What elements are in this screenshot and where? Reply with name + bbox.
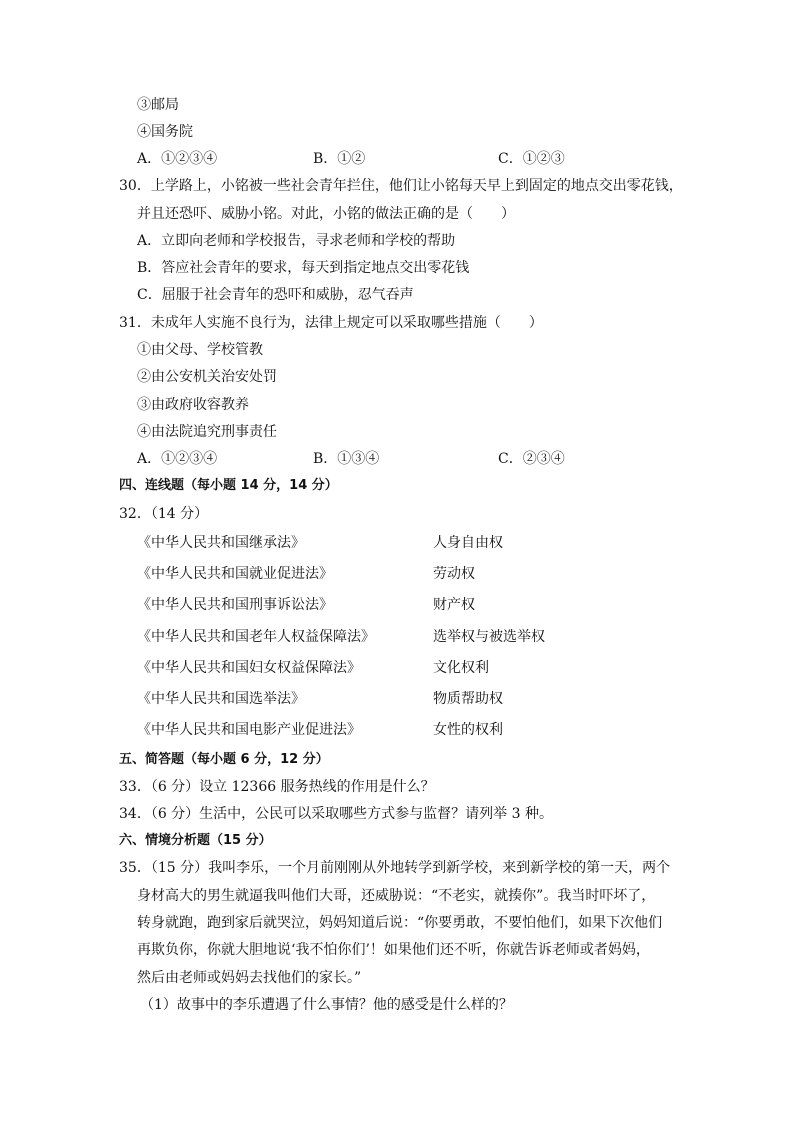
q35-line5: 然后由老师或妈妈去找他们的家长。”: [137, 970, 362, 986]
section-6-title: 六、情境分析题（15 分）: [119, 833, 272, 848]
q30-option-b: B．答应社会青年的要求，每天到指定地点交出零花钱: [137, 260, 470, 276]
q32-law-7: 《中华人民共和国电影产业促进法》: [137, 722, 361, 738]
q29-option-b: B．①②: [313, 151, 366, 167]
q32-stem: 32．（14 分）: [119, 506, 209, 522]
q32-law-2: 《中华人民共和国就业促进法》: [137, 566, 333, 582]
q32-right-5: 文化权利: [433, 660, 489, 676]
q32-right-2: 劳动权: [433, 566, 475, 582]
q32-right-1: 人身自由权: [433, 535, 503, 551]
q31-item-3: ③由政府收容教养: [137, 397, 249, 413]
q35-subquestion-1: （1）故事中的李乐遭遇了什么事情？他的感受是什么样的？: [140, 997, 513, 1013]
q32-right-7: 女性的权利: [433, 722, 503, 738]
q30-stem-line2: 并且还恐吓、威胁小铭。对此，小铭的做法正确的是（ ）: [137, 206, 515, 222]
q32-right-3: 财产权: [433, 597, 475, 613]
q31-item-2: ②由公安机关治安处罚: [137, 369, 277, 385]
q29-option-c: C．①②③: [498, 151, 565, 167]
q35-line4: 再欺负你，你就大胆地说‘我不怕你们’！如果他们还不听，你就告诉老师或者妈妈，: [137, 942, 650, 958]
q31-option-a: A．①②③④: [137, 451, 218, 467]
section-4-title: 四、连线题（每小题 14 分，14 分）: [119, 478, 338, 493]
q31-item-4: ④由法院追究刑事责任: [137, 424, 277, 440]
q35-line2: 身材高大的男生就逼我叫他们大哥，还威胁说：“不老实，就揍你”。我当时吓坏了，: [137, 888, 656, 904]
q29-item-3: ③邮局: [137, 97, 179, 113]
q32-law-6: 《中华人民共和国选举法》: [137, 691, 305, 707]
q32-right-6: 物质帮助权: [433, 691, 503, 707]
section-5-title: 五、简答题（每小题 6 分，12 分）: [119, 752, 329, 767]
q30-stem-line1: 30．上学路上，小铭被一些社会青年拦住，他们让小铭每天早上到固定的地点交出零花钱，: [119, 178, 683, 194]
q31-option-c: C．②③④: [498, 451, 565, 467]
q32-law-1: 《中华人民共和国继承法》: [137, 535, 305, 551]
q32-law-5: 《中华人民共和国妇女权益保障法》: [137, 660, 361, 676]
q35-line3: 转身就跑，跑到家后就哭泣，妈妈知道后说：“你要勇敢，不要怕他们，如果下次他们: [137, 915, 663, 931]
q32-law-4: 《中华人民共和国老年人权益保障法》: [137, 629, 375, 645]
q30-option-a: A．立即向老师和学校报告，寻求老师和学校的帮助: [137, 233, 456, 249]
q35-line1: 35．（15 分）我叫李乐，一个月前刚刚从外地转学到新学校，来到新学校的第一天，两个: [119, 860, 671, 876]
q29-option-a: A．①②③④: [137, 151, 218, 167]
q34-stem: 34．（6 分）生活中，公民可以采取哪些方式参与监督？请列举 3 种。: [119, 806, 553, 822]
q30-option-c: C．屈服于社会青年的恐吓和威胁，忍气吞声: [137, 287, 414, 303]
q31-stem: 31．未成年人实施不良行为，法律上规定可以采取哪些措施（ ）: [119, 315, 543, 331]
q29-item-4: ④国务院: [137, 124, 193, 140]
q32-law-3: 《中华人民共和国刑事诉讼法》: [137, 597, 333, 613]
q33-stem: 33．（6 分）设立 12366 服务热线的作用是什么？: [119, 779, 435, 795]
q32-right-4: 选举权与被选举权: [433, 629, 545, 645]
q31-option-b: B．①③④: [313, 451, 380, 467]
q31-item-1: ①由父母、学校管教: [137, 342, 263, 358]
